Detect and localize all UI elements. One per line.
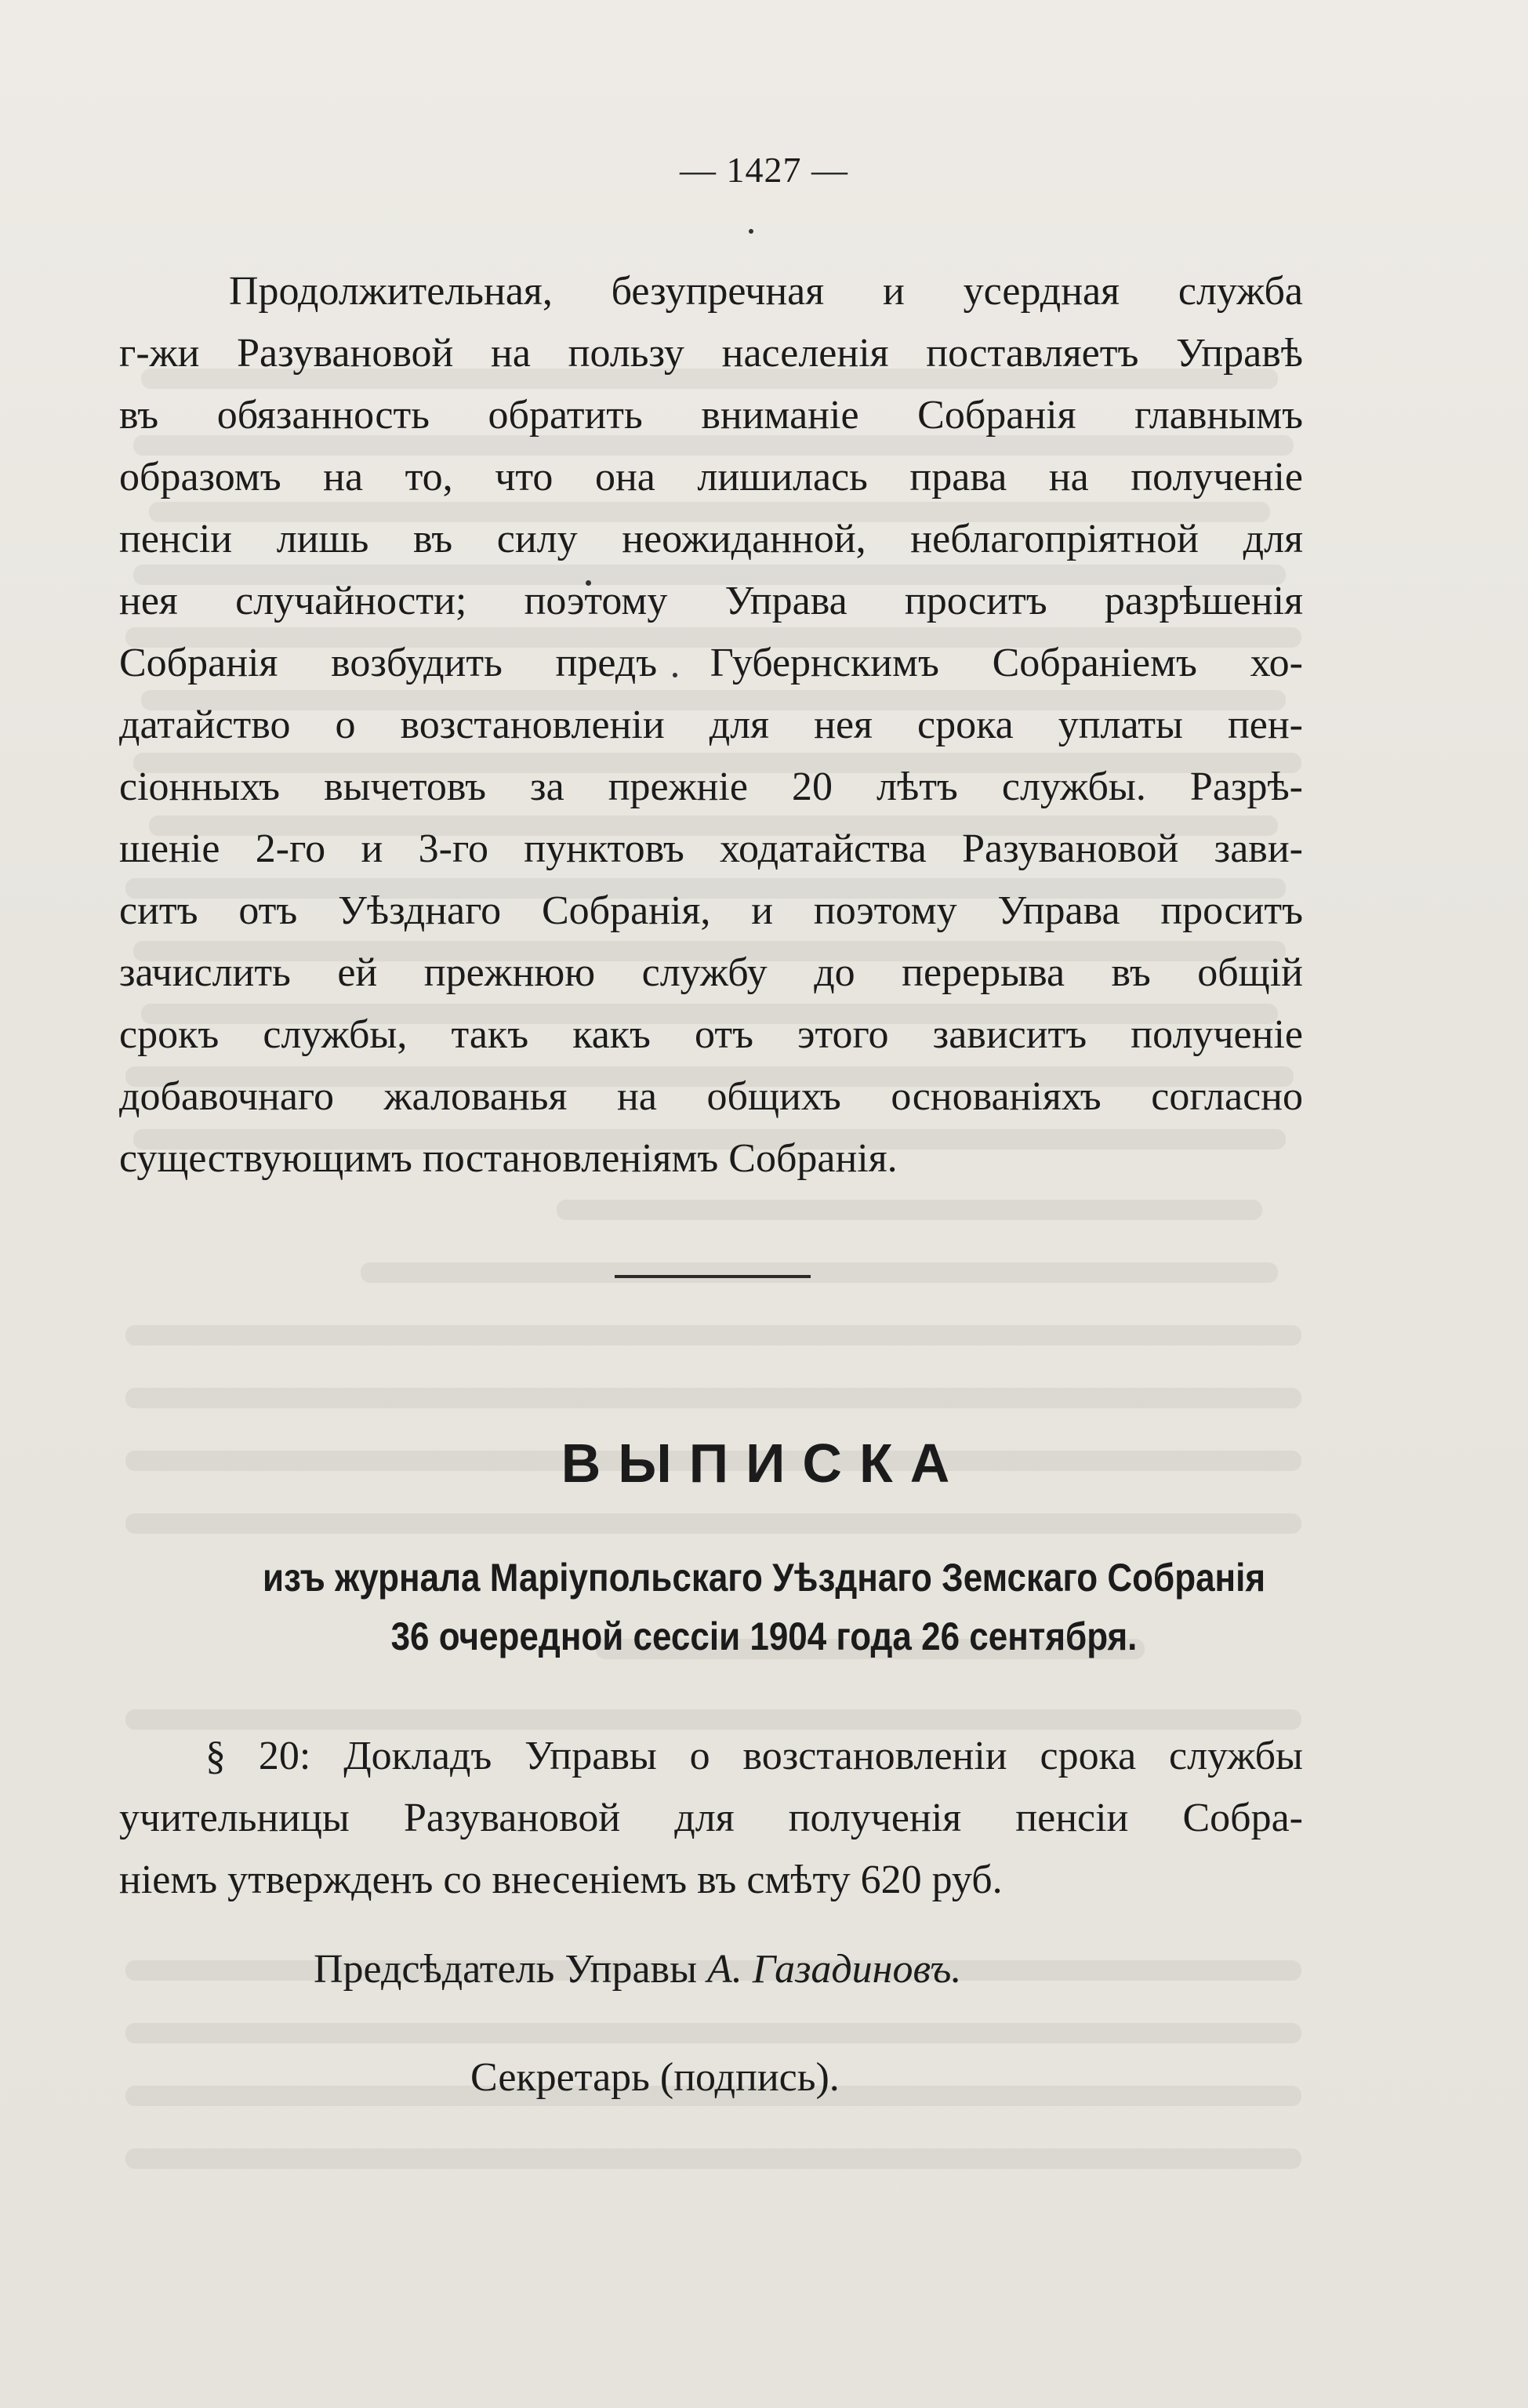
section-divider [615,1275,811,1278]
text-line: образомъ на то, что она лишилась права на полученіе [119,455,1303,499]
text-line: зачислить ей прежнюю службу до перерыва въ общій [119,950,1303,995]
text-line: ситъ отъ Уѣзднаго Собранія, и поэтому Управа проситъ [119,888,1303,933]
text-line: въ обязанность обратить вниманіе Собранія главнымъ [119,393,1303,438]
extract-subtitle-line-2: 36 очередной сессіи 1904 года 26 сентября. [390,1614,1138,1658]
page-number: — 1427 — [680,150,848,190]
signature-name: А. Газадиновъ. [707,1947,962,1992]
text-line: датайство о возстановленіи для нея срока уплаты пен- [119,703,1303,747]
text-line: существующимъ постановленіямъ Собранія. [119,1136,898,1181]
text-line: нея случайности; поэтому Управа проситъ разрѣшенія [119,579,1303,623]
extract-title: ВЫПИСКА [561,1433,967,1494]
text-line: срокъ службы, такъ какъ отъ этого зависитъ полученіе [119,1012,1303,1057]
signature-line [314,1946,961,1992]
text-line: § 20: Докладъ Управы о возстановленіи срока службы [205,1734,1303,1778]
body-paragraph-2 [119,1725,1303,1911]
signature-role: Предсѣдатель Управы [314,1947,698,1992]
text-line: ніемъ утвержденъ со внесеніемъ въ смѣту 620 руб. [119,1858,1003,1902]
secretary-line: Секретарь (подпись). [470,2055,840,2100]
ink-speck [749,229,753,234]
text-line: шеніе 2-го и 3-го пунктовъ ходатайства Разувановой зави- [119,826,1303,871]
body-paragraph-1 [119,260,1303,1189]
text-line: Продолжительная, безупречная и усердная служба [229,269,1303,314]
extract-subtitle-line-1: изъ журнала Маріупольскаго Уѣзднаго Земскаго Собранія [262,1556,1266,1600]
text-line: пенсіи лишь въ силу неожиданной, неблагопріятной для [119,517,1303,561]
text-line: добавочнаго жалованья на общихъ основаніяхъ согласно [119,1074,1303,1119]
text-line: г-жи Разувановой на пользу населенія поставляетъ Управѣ [119,331,1303,376]
text-line: сіонныхъ вычетовъ за прежніе 20 лѣтъ службы. Разрѣ- [119,765,1303,809]
text-line: учительницы Разувановой для полученія пенсіи Собра- [119,1796,1303,1840]
text-line: Собранія возбудить предъ Губернскимъ Собраніемъ хо- [119,641,1303,685]
